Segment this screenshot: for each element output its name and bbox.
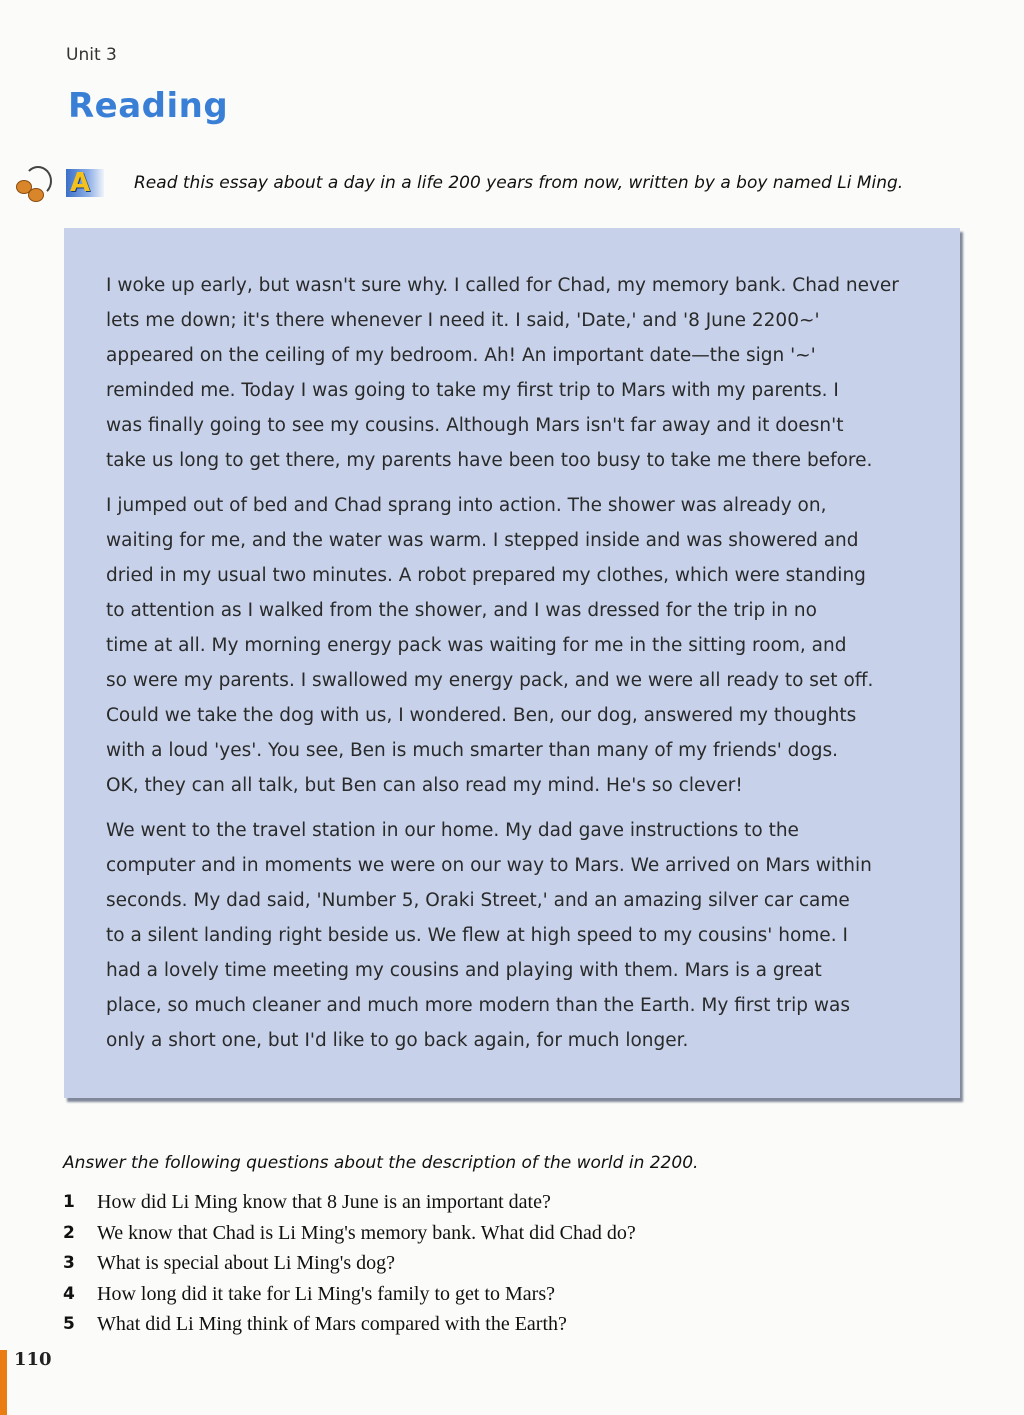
essay-line: I woke up early, but wasn't sure why. I called for Chad, my memory bank. Chad never <box>106 275 899 296</box>
essay-line: to a silent landing right beside us. We flew at high speed to my cousins' home. I <box>106 925 848 946</box>
question-item <box>63 1279 636 1310</box>
essay-line: only a short one, but I'd like to go back again, for much longer. <box>106 1030 689 1051</box>
essay-line: with a loud 'yes'. You see, Ben is much smarter than many of my friends' dogs. <box>106 740 839 761</box>
essay-line: was finally going to see my cousins. Although Mars isn't far away and it doesn't <box>106 415 844 436</box>
essay-line: dried in my usual two minutes. A robot prepared my clothes, which were standing <box>106 565 866 586</box>
question-text: We know that Chad is Li Ming's memory bank. What did Chad do? <box>97 1221 636 1244</box>
section-letter: A <box>66 169 104 197</box>
question-number: 1 <box>63 1192 75 1212</box>
essay-line: We went to the travel station in our home. My dad gave instructions to the <box>106 820 799 841</box>
essay-line: time at all. My morning energy pack was waiting for me in the sitting room, and <box>106 635 847 656</box>
essay-line: seconds. My dad said, 'Number 5, Oraki Street,' and an amazing silver car came <box>106 890 850 911</box>
essay-line: Could we take the dog with us, I wondered. Ben, our dog, answered my thoughts <box>106 705 857 726</box>
question-item <box>63 1309 636 1340</box>
question-number: 3 <box>63 1253 75 1273</box>
question-item <box>63 1218 636 1249</box>
essay-box <box>64 228 960 1098</box>
question-number: 4 <box>63 1283 75 1304</box>
essay-line: lets me down; it's there whenever I need it. I said, 'Date,' and '8 June 2200~' <box>106 310 820 331</box>
essay-line: so were my parents. I swallowed my energy pack, and we were all ready to set off. <box>106 670 874 691</box>
essay-line: to attention as I walked from the shower, and I was dressed for the trip in no <box>106 600 817 621</box>
questions-list <box>63 1187 636 1340</box>
essay-line: place, so much cleaner and much more modern than the Earth. My first trip was <box>106 995 850 1016</box>
question-number: 5 <box>63 1314 75 1334</box>
essay-paragraph <box>106 268 936 478</box>
essay-line: had a lovely time meeting my cousins and playing with them. Mars is a great <box>106 960 822 981</box>
essay-line: take us long to get there, my parents have been too busy to take me there before. <box>106 450 873 471</box>
essay-paragraph <box>106 813 936 1058</box>
essay-line: OK, they can all talk, but Ben can also read my mind. He's so clever! <box>106 775 743 796</box>
question-text: What did Li Ming think of Mars compared with the Earth? <box>97 1313 567 1335</box>
essay-line: computer and in moments we were on our way to Mars. We arrived on Mars within <box>106 855 872 876</box>
essay-line: I jumped out of bed and Chad sprang into action. The shower was already on, <box>106 495 827 516</box>
page-number: 110 <box>14 1349 52 1370</box>
unit-label: Unit 3 <box>66 45 117 65</box>
section-a-header <box>14 164 903 202</box>
question-text: How did Li Ming know that 8 June is an important date? <box>97 1191 551 1213</box>
essay-line: waiting for me, and the water was warm. I stepped inside and was showered and <box>106 530 859 551</box>
question-item <box>63 1187 636 1218</box>
questions-intro: Answer the following questions about the description of the world in 2200. <box>63 1153 699 1173</box>
essay-line: reminded me. Today I was going to take my first trip to Mars with my parents. I <box>106 380 839 401</box>
page-title: Reading <box>68 86 229 126</box>
essay-line: appeared on the ceiling of my bedroom. Ah! An important date—the sign '~' <box>106 345 816 366</box>
question-text: How long did it take for Li Ming's family to get to Mars? <box>97 1282 555 1305</box>
page-accent-bar <box>0 1350 7 1415</box>
question-number: 2 <box>63 1222 75 1243</box>
section-instruction: Read this essay about a day in a life 200 years from now, written by a boy named Li Ming. <box>134 173 904 193</box>
essay-paragraph <box>106 488 936 803</box>
essay-text <box>106 268 936 1068</box>
question-item <box>63 1248 636 1279</box>
headphones-icon[interactable] <box>14 164 58 202</box>
question-text: What is special about Li Ming's dog? <box>97 1252 395 1274</box>
